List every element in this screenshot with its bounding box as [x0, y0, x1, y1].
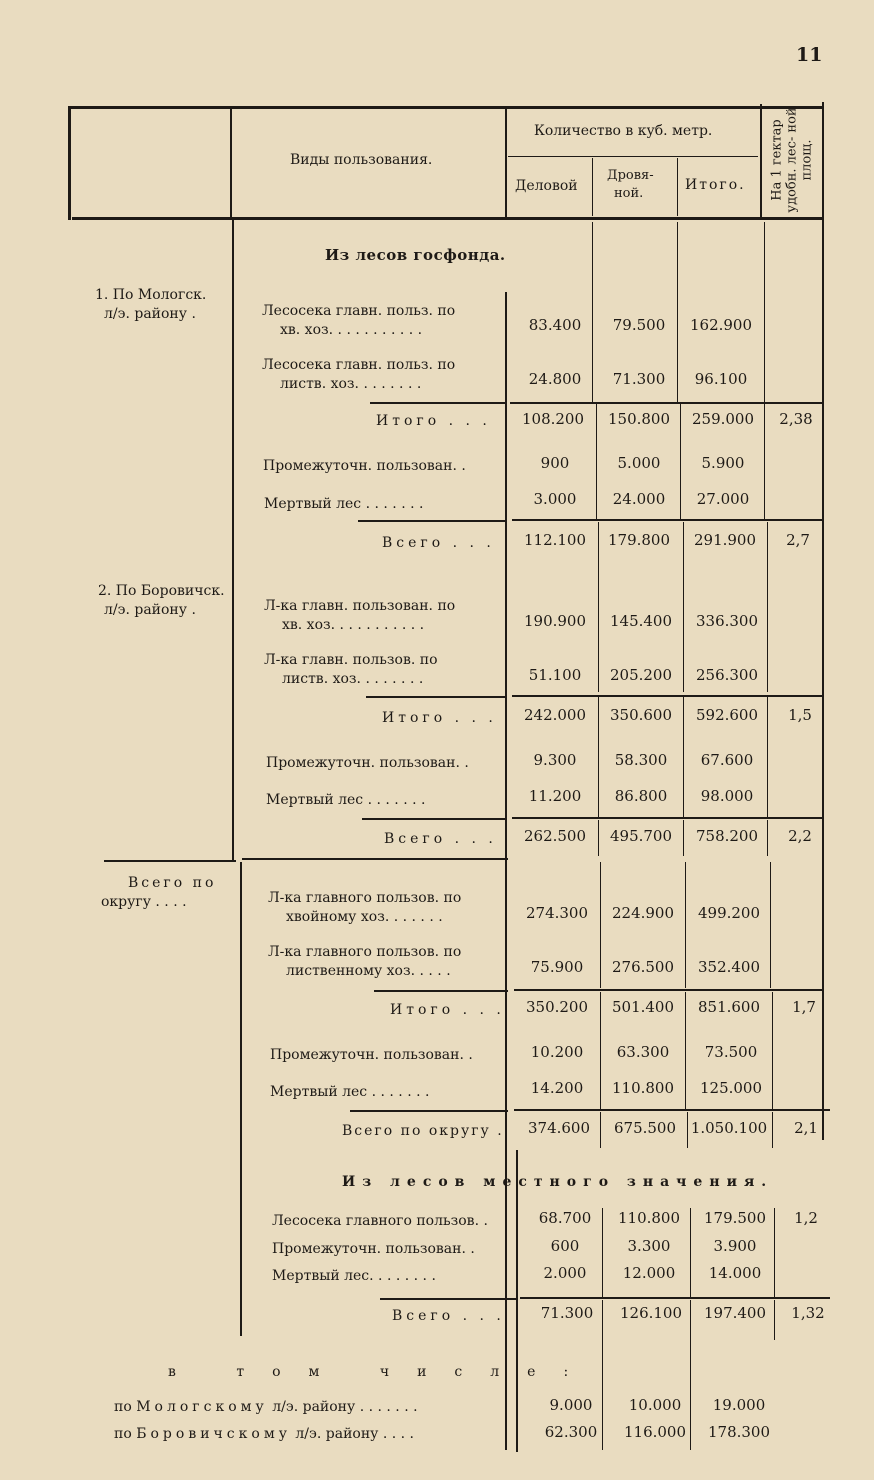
sub-name: Мологскому: [136, 1399, 268, 1415]
cell-itogo: 73.500: [704, 1043, 758, 1061]
header-vidy-polzovaniya: Виды пользования.: [290, 152, 433, 168]
sub-name: Боровичскому: [136, 1426, 291, 1442]
cell-drovyanoy: 145.400: [609, 612, 673, 630]
cell-drovyanoy: 10.000: [628, 1396, 682, 1414]
header-na-1-gektar: На 1 гектар удобн. лес- ной площ.: [769, 107, 815, 213]
cell-itogo: 259.000: [691, 410, 755, 428]
cell-itogo: 14.000: [708, 1264, 762, 1282]
cell-delovoy: 242.000: [523, 706, 587, 724]
row-desc: Промежуточн. пользован. .: [270, 1047, 473, 1063]
cell-delovoy: 350.200: [525, 998, 589, 1016]
header-delovoy: Деловой: [515, 178, 578, 194]
row-desc: Промежуточн. пользован. .: [263, 458, 466, 474]
cell-na-1-ga: 2,7: [786, 531, 810, 549]
itogo-label: Итого . . .: [376, 413, 491, 429]
cell-na-1-ga: 1,7: [792, 998, 816, 1016]
page-number: 11: [796, 44, 823, 66]
cell-itogo: 67.600: [700, 751, 754, 769]
cell-delovoy: 600: [550, 1237, 580, 1255]
header-itogo: Итого.: [685, 177, 746, 193]
vsego-label: Всего . . .: [382, 535, 495, 551]
row-desc: хв. хоз. . . . . . . . . . .: [282, 617, 425, 633]
region-label-mologa-2: л/э. району .: [104, 306, 196, 322]
cell-drovyanoy: 116.000: [623, 1423, 687, 1441]
region-label-borovichi-1: 2. По Боровичск.: [98, 583, 225, 599]
cell-drovyanoy: 86.800: [614, 787, 668, 805]
cell-itogo: 162.900: [689, 316, 753, 334]
row-desc: Промежуточн. пользован. .: [272, 1241, 475, 1257]
cell-delovoy: 3.000: [533, 490, 577, 508]
itogo-label: Итого . . .: [382, 710, 497, 726]
row-desc: Лесосека главного пользов. .: [272, 1213, 488, 1229]
cell-drovyanoy: 5.000: [617, 454, 661, 472]
cell-na-1-ga: 2,38: [779, 410, 813, 428]
row-desc: лиственному хоз. . . . .: [286, 963, 451, 979]
cell-delovoy: 374.600: [527, 1119, 591, 1137]
sub-row-borovichi: [114, 1426, 414, 1442]
cell-drovyanoy: 150.800: [607, 410, 671, 428]
section-title-gosfond: Из лесов госфонда.: [325, 246, 506, 264]
cell-delovoy: 11.200: [528, 787, 582, 805]
cell-drovyanoy: 63.300: [616, 1043, 670, 1061]
region-label-mologa-1: 1. По Мологск.: [95, 287, 207, 303]
cell-itogo: 291.900: [693, 531, 757, 549]
cell-itogo: 125.000: [699, 1079, 763, 1097]
row-desc: листв. хоз. . . . . . . .: [282, 671, 424, 687]
cell-drovyanoy: 71.300: [612, 370, 666, 388]
cell-itogo: 3.900: [713, 1237, 757, 1255]
cell-itogo: 758.200: [695, 827, 759, 845]
sub-prefix: по: [114, 1399, 132, 1415]
cell-itogo: 179.500: [703, 1209, 767, 1227]
header-kolichestvo: Количество в куб. метр.: [534, 123, 713, 139]
cell-drovyanoy: 495.700: [609, 827, 673, 845]
cell-delovoy: 112.100: [523, 531, 587, 549]
sub-suffix: л/э. району . . . . . . .: [272, 1399, 418, 1415]
cell-na-1-ga: 1,2: [794, 1209, 818, 1227]
row-desc: Мертвый лес. . . . . . . .: [272, 1268, 436, 1284]
cell-delovoy: 10.200: [530, 1043, 584, 1061]
row-desc: Мертвый лес . . . . . . .: [264, 496, 424, 512]
cell-drovyanoy: 224.900: [611, 904, 675, 922]
cell-delovoy: 62.300: [544, 1423, 598, 1441]
section-title-mestnye: Из лесов местного значения.: [342, 1174, 774, 1190]
cell-itogo: 5.900: [701, 454, 745, 472]
header-drovyanoy-2: ной.: [614, 186, 644, 201]
region-label-okrug-1: Всего по: [128, 875, 217, 891]
cell-drovyanoy: 3.300: [627, 1237, 671, 1255]
cell-itogo: 96.100: [694, 370, 748, 388]
cell-itogo: 19.000: [712, 1396, 766, 1414]
row-desc: Промежуточн. пользован. .: [266, 755, 469, 771]
sub-prefix: по: [114, 1426, 132, 1442]
cell-na-1-ga: 2,1: [794, 1119, 818, 1137]
itogo-label: Итого . . .: [390, 1002, 505, 1018]
cell-delovoy: 9.300: [533, 751, 577, 769]
cell-itogo: 592.600: [695, 706, 759, 724]
cell-delovoy: 190.900: [523, 612, 587, 630]
cell-delovoy: 68.700: [538, 1209, 592, 1227]
vsego-label: Всего . . .: [384, 831, 497, 847]
cell-delovoy: 2.000: [543, 1264, 587, 1282]
cell-delovoy: 24.800: [528, 370, 582, 388]
cell-drovyanoy: 179.800: [607, 531, 671, 549]
row-desc: листв. хоз. . . . . . . .: [280, 376, 422, 392]
cell-drovyanoy: 58.300: [614, 751, 668, 769]
row-desc: Мертвый лес . . . . . . .: [270, 1084, 430, 1100]
sub-suffix: л/э. району . . . .: [295, 1426, 414, 1442]
cell-delovoy: 51.100: [528, 666, 582, 684]
row-desc: хвойному хоз. . . . . . .: [286, 909, 443, 925]
cell-itogo: 499.200: [697, 904, 761, 922]
row-desc: Л-ка главного пользов. по: [268, 890, 462, 906]
cell-drovyanoy: 276.500: [611, 958, 675, 976]
cell-drovyanoy: 79.500: [612, 316, 666, 334]
cell-delovoy: 9.000: [549, 1396, 593, 1414]
vsego-label: Всего . . .: [392, 1308, 505, 1324]
cell-itogo: 1.050.100: [690, 1119, 768, 1137]
cell-drovyanoy: 350.600: [609, 706, 673, 724]
row-desc: Л-ка главного пользов. по: [268, 944, 462, 960]
v-tom-chisle: в том числе:: [168, 1364, 597, 1380]
cell-delovoy: 274.300: [525, 904, 589, 922]
header-drovyanoy-1: Дровя-: [607, 168, 654, 183]
cell-drovyanoy: 24.000: [612, 490, 666, 508]
cell-delovoy: 108.200: [521, 410, 585, 428]
cell-drovyanoy: 675.500: [613, 1119, 677, 1137]
cell-itogo: 336.300: [695, 612, 759, 630]
row-desc: Лесосека главн. польз. по: [262, 303, 456, 319]
cell-na-1-ga: 1,5: [788, 706, 812, 724]
cell-delovoy: 14.200: [530, 1079, 584, 1097]
cell-delovoy: 75.900: [530, 958, 584, 976]
vsego-po-okrugu-label: Всего по округу .: [342, 1123, 504, 1139]
cell-drovyanoy: 12.000: [622, 1264, 676, 1282]
cell-delovoy: 83.400: [528, 316, 582, 334]
cell-drovyanoy: 501.400: [611, 998, 675, 1016]
cell-drovyanoy: 205.200: [609, 666, 673, 684]
cell-delovoy: 900: [540, 454, 570, 472]
region-label-okrug-2: округу . . . .: [101, 894, 187, 910]
row-desc: Лесосека главн. польз. по: [262, 357, 456, 373]
cell-itogo: 27.000: [696, 490, 750, 508]
cell-delovoy: 262.500: [523, 827, 587, 845]
cell-itogo: 352.400: [697, 958, 761, 976]
cell-na-1-ga: 2,2: [788, 827, 812, 845]
cell-na-1-ga: 1,32: [791, 1304, 825, 1322]
cell-itogo: 98.000: [700, 787, 754, 805]
row-desc: Л-ка главн. пользован. по: [264, 598, 456, 614]
cell-drovyanoy: 110.800: [617, 1209, 681, 1227]
sub-row-mologa: [114, 1399, 418, 1415]
row-desc: хв. хоз. . . . . . . . . . .: [280, 322, 423, 338]
cell-itogo: 197.400: [703, 1304, 767, 1322]
row-desc: Мертвый лес . . . . . . .: [266, 792, 426, 808]
cell-delovoy: 71.300: [540, 1304, 594, 1322]
row-desc: Л-ка главн. пользов. по: [264, 652, 438, 668]
cell-itogo: 851.600: [697, 998, 761, 1016]
cell-itogo: 256.300: [695, 666, 759, 684]
region-label-borovichi-2: л/э. району .: [104, 602, 196, 618]
cell-drovyanoy: 110.800: [611, 1079, 675, 1097]
cell-itogo: 178.300: [707, 1423, 771, 1441]
cell-drovyanoy: 126.100: [619, 1304, 683, 1322]
